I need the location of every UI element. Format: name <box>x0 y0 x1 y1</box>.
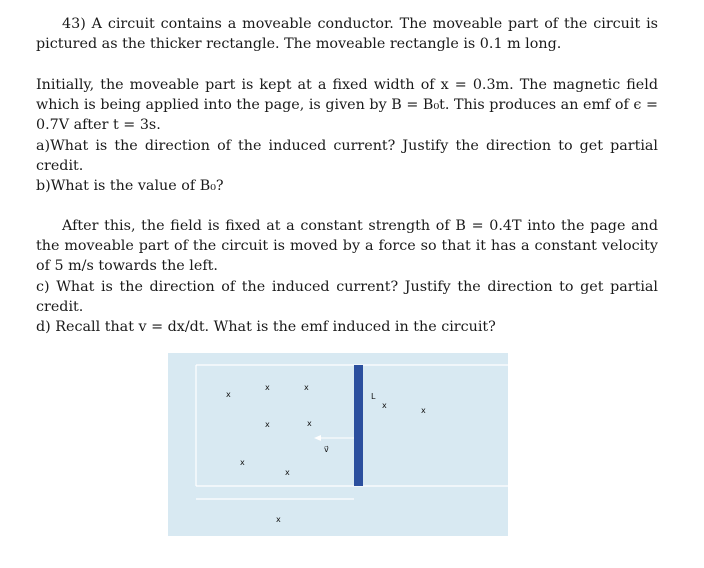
field-marker: x <box>382 401 387 410</box>
field-marker: x <box>226 390 231 399</box>
question-b: b)What is the value of B₀? <box>36 178 224 195</box>
circuit-diagram <box>168 353 508 536</box>
circuit-svg <box>168 353 508 536</box>
field-marker: x <box>265 420 270 429</box>
field-marker: x <box>265 383 270 392</box>
rod-length-label: L <box>371 392 376 401</box>
question-c: c) What is the direction of the induced current? Justify the direction to get partial credit. <box>36 278 658 315</box>
part-one-text: Initially, the moveable part is kept at a fixed width of x = 0.3m. The magnetic field which is being applied into the page, is given by B = B₀t. This produces an emf of ϵ = 0.7V after t = 3s. <box>36 77 658 134</box>
part-two-text: After this, the field is fixed at a constant strength of B = 0.4T into the page and the moveable part of the circuit is moved by a force so that it has a constant velocity of 5 m/s towards the left. <box>36 218 658 275</box>
field-marker: x <box>307 419 312 428</box>
problem-intro: 43) A circuit contains a moveable conductor. The moveable part of the circuit is pictured as the thicker rectangle. The moveable rectangle is 0.1 m long. <box>36 16 658 53</box>
field-marker: x <box>285 468 290 477</box>
part-two-block <box>36 216 658 337</box>
intro-paragraph <box>36 14 658 54</box>
field-marker: x <box>421 406 426 415</box>
question-a: a)What is the direction of the induced current? Justify the direction to get partial credit. <box>36 137 658 174</box>
velocity-label: v⃗ <box>324 445 329 454</box>
moveable-rod <box>354 365 363 486</box>
part-one-block <box>36 75 658 196</box>
velocity-arrowhead <box>314 435 321 441</box>
field-marker: x <box>276 515 281 524</box>
field-marker: x <box>304 383 309 392</box>
question-d: d) Recall that v = dx/dt. What is the emf induced in the circuit? <box>36 319 496 336</box>
field-marker: x <box>240 458 245 467</box>
